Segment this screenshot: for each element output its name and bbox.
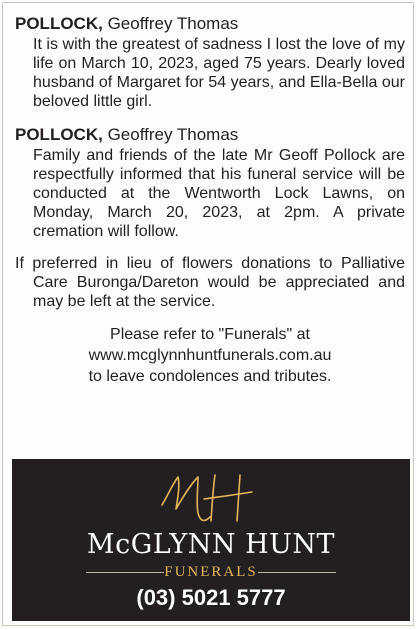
brand-tagline: FUNERALS [164,564,258,580]
notice-heading [15,124,405,146]
notice-surname: POLLOCK, [15,14,103,33]
notice-text: It is with the greatest of sadness I lost the love of my life on March 10, 2023, aged 75 years. Dearly loved husband of Margaret for 54 years, and Ella-Bella our beloved little girl. [33,36,405,110]
notice-text: Family and friends of the late Mr Geoff Pollock are respectfully informed that his funeral service will be conducted at the Wentworth Lock Lawns, on Monday, March 20, 2023, at 2pm. A private cremation will follow. [33,147,405,240]
notices-column [15,13,405,387]
condolences-note [15,324,405,387]
notice-surname: POLLOCK, [15,125,103,144]
flowers-note: If preferred in lieu of flowers donations to Palliative Care Buronga/Dareton would be appreciated and may be left at the service. [15,255,405,310]
refer-line: Please refer to "Funerals" at [110,326,310,343]
website-link[interactable]: www.mcglynnhuntfunerals.com.au [88,347,332,364]
brand-name: McGLYNN HUNT [86,529,336,560]
divider-right [258,572,336,573]
funeral-notice-frame [2,2,414,626]
notice-heading [15,13,405,35]
funeral-director-banner [12,459,410,621]
refer-line: to leave condolences and tributes. [88,368,332,385]
tagline-row [12,563,410,581]
phone-number[interactable]: (03) 5021 5777 [136,585,286,610]
death-notice [15,13,405,111]
notice-given-names: Geoffrey Thomas [107,125,239,144]
funeral-notice [15,124,405,241]
notice-given-names: Geoffrey Thomas [107,14,239,33]
monogram-logo [12,465,410,527]
